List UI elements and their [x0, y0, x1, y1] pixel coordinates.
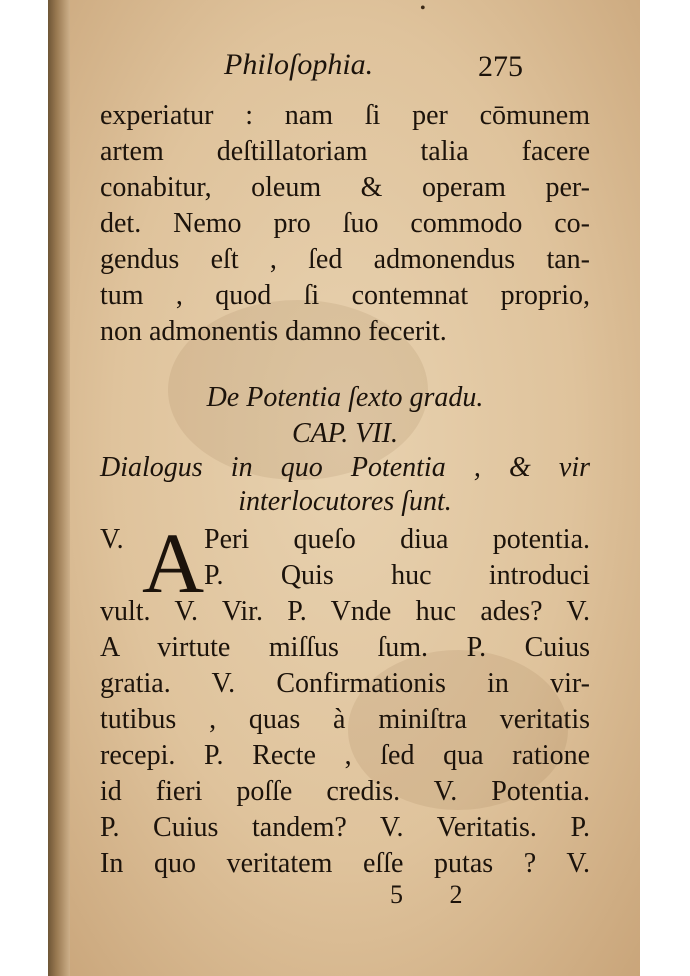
text-line: non admonentis damno fecerit. — [100, 316, 447, 347]
text-line: tutibus , quas à miniſtra veritatis — [100, 704, 590, 735]
text-line: tum , quod ſi contemnat proprio, — [100, 280, 590, 311]
text-line: gratia. V. Confirmationis in vir- — [100, 668, 590, 699]
speaker-label: V. — [100, 524, 124, 555]
chapter-number: CAP. VII. — [291, 418, 399, 449]
text-line: P. Cuius tandem? V. Veritatis. P. — [100, 812, 590, 843]
page-gutter — [48, 0, 70, 976]
text-line: artem deſtillatoriam talia facere — [100, 136, 590, 167]
text-line: recepi. P. Recte , ſed qua ratione — [100, 740, 590, 771]
text-line: In quo veritatem eſſe putas ? V. — [100, 848, 590, 879]
text-line: A virtute miſſus ſum. P. Cuius — [100, 632, 590, 663]
top-mark: • — [420, 0, 426, 17]
page-number: 275 — [478, 50, 523, 83]
text-line: gendus eſt , ſed admonendus tan- — [100, 244, 590, 275]
subheading-line: Dialogus in quo Potentia , & vir — [100, 452, 590, 483]
text-line: P. Quis huc introduci — [204, 560, 590, 591]
drop-cap: A — [142, 515, 205, 611]
book-page — [48, 0, 640, 976]
section-heading: De Potentia ſexto gradu. — [206, 382, 484, 413]
text-line: Peri queſo diua potentia. — [204, 524, 590, 555]
text-line: conabitur, oleum & operam per- — [100, 172, 590, 203]
subheading-line: interlocutores ſunt. — [238, 486, 452, 517]
text-line: id fieri poſſe credis. V. Potentia. — [100, 776, 590, 807]
text-line: experiatur : nam ſi per cōmunem — [100, 100, 590, 131]
signature-mark: 5 2 — [390, 880, 483, 909]
text-line: vult. V. Vir. P. Vnde huc ades? V. — [100, 596, 590, 627]
running-head: Philoſophia. — [224, 48, 374, 81]
text-line: det. Nemo pro ſuo commodo co- — [100, 208, 590, 239]
